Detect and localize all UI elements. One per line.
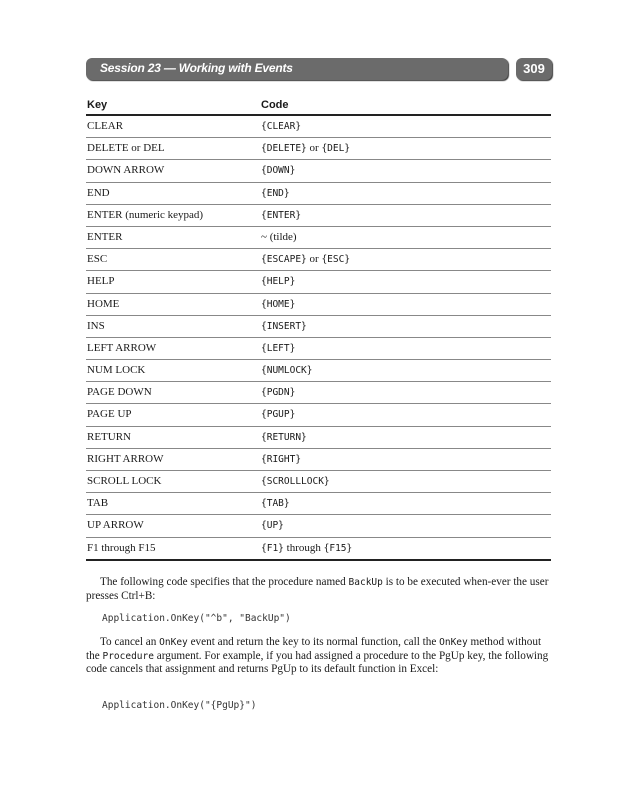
code-part: {ENTER}	[261, 209, 302, 221]
table-row	[86, 227, 551, 249]
table-row	[86, 271, 551, 293]
table-row	[86, 493, 551, 515]
key-cell: TAB	[87, 497, 109, 510]
table-row	[86, 138, 551, 160]
table-row	[86, 471, 551, 493]
code-cell	[261, 360, 551, 381]
code-cell	[261, 271, 551, 292]
code-part: {ESCAPE}	[261, 254, 307, 266]
running-header-title: Session 23 — Working with Events	[100, 61, 293, 75]
table-row	[86, 316, 551, 338]
column-header-key: Key	[87, 99, 108, 111]
code-part: {DEL}	[321, 143, 351, 155]
code-part: {HOME}	[261, 298, 296, 310]
text-run: argument. For example, if you had assigned a procedure to the PgUp key, the following code cancels that assignment and returns PgUp to its default function in Excel:	[86, 649, 549, 675]
code-cell	[261, 404, 551, 425]
code-part: {UP}	[261, 520, 284, 532]
inline-code: OnKey	[439, 637, 468, 648]
code-part: {F1}	[261, 542, 284, 554]
code-part: {ESC}	[321, 254, 351, 266]
key-cell: RETURN	[87, 430, 131, 443]
code-cell	[261, 493, 551, 514]
code-part: {PGUP}	[261, 409, 296, 421]
code-part: or	[306, 253, 322, 266]
table-header-row	[86, 96, 551, 116]
text-run: The following code specifies that the procedure named	[100, 576, 349, 588]
code-cell	[261, 138, 551, 159]
key-cell: PAGE DOWN	[87, 386, 152, 399]
key-cell: END	[87, 186, 110, 199]
table-row	[86, 338, 551, 360]
code-cell	[261, 338, 551, 359]
code-part: {DELETE}	[261, 143, 307, 155]
table-row	[86, 515, 551, 537]
inline-code: OnKey	[159, 637, 188, 648]
code-cell	[261, 471, 551, 492]
code-part: {CLEAR}	[261, 121, 302, 132]
key-cell: PAGE UP	[87, 408, 132, 421]
code-cell	[261, 515, 551, 536]
code-part: {NUMLOCK}	[261, 365, 313, 377]
code-part: or	[306, 142, 322, 155]
code-part: {TAB}	[261, 498, 290, 510]
code-part: {DOWN}	[261, 165, 296, 177]
code-part: {F15}	[323, 542, 353, 554]
code-part: {LEFT}	[261, 342, 296, 354]
inline-code: Procedure	[102, 650, 154, 662]
table-row	[86, 449, 551, 471]
table-row	[86, 360, 551, 382]
code-part: {HELP}	[261, 276, 296, 288]
code-cell	[261, 227, 551, 248]
text-run: is to be executed when-ever the user presses Ctrl+B:	[86, 576, 549, 602]
key-cell: UP ARROW	[87, 519, 144, 532]
table-row	[86, 249, 551, 271]
code-cell	[261, 449, 551, 470]
code-cell	[261, 116, 551, 137]
key-cell: RIGHT ARROW	[87, 452, 164, 465]
code-part: through	[283, 541, 324, 554]
code-part: {RETURN}	[261, 431, 307, 443]
code-part: {INSERT}	[261, 320, 307, 332]
code-part: ~ (tilde)	[261, 230, 297, 243]
key-cell: DELETE or DEL	[87, 142, 165, 155]
code-cell	[261, 205, 551, 226]
paragraph-cancel-onkey	[86, 636, 552, 677]
code-cell	[261, 427, 551, 448]
key-cell: CLEAR	[87, 120, 124, 132]
text-run: event and return the key to its normal function, call the	[187, 636, 440, 648]
code-example-pgup: Application.OnKey("{PgUp}")	[102, 700, 257, 711]
page-number-badge	[516, 58, 552, 80]
key-cell: SCROLL LOCK	[87, 475, 162, 487]
code-cell	[261, 382, 551, 403]
running-header-bar	[86, 58, 508, 80]
table-body	[86, 116, 551, 561]
code-cell	[261, 316, 551, 337]
key-cell: LEFT ARROW	[87, 341, 157, 354]
table-row	[86, 404, 551, 426]
key-cell: HOME	[87, 297, 120, 310]
code-part: {SCROLLLOCK}	[261, 476, 330, 487]
text-run: method without the	[86, 636, 542, 662]
code-cell	[261, 249, 551, 270]
table-row	[86, 294, 551, 316]
key-cell: ESC	[87, 253, 108, 266]
code-cell	[261, 160, 551, 181]
code-example-backup: Application.OnKey("^b", "BackUp")	[102, 613, 291, 624]
key-code-table	[86, 96, 551, 561]
key-cell: HELP	[87, 275, 115, 288]
inline-code: BackUp	[348, 577, 383, 588]
table-row	[86, 205, 551, 227]
code-part: {RIGHT}	[261, 453, 302, 465]
key-cell: ENTER	[87, 230, 123, 243]
table-row	[86, 116, 551, 138]
code-part: {END}	[261, 187, 290, 199]
key-cell: DOWN ARROW	[87, 164, 165, 177]
text-run: To cancel an	[100, 636, 160, 648]
key-cell: F1 through F15	[87, 541, 156, 554]
code-cell	[261, 294, 551, 315]
table-row	[86, 183, 551, 205]
key-cell: NUM LOCK	[87, 364, 146, 377]
code-cell	[261, 538, 551, 559]
table-row	[86, 538, 551, 561]
table-row	[86, 160, 551, 182]
key-cell: INS	[87, 319, 105, 332]
code-cell	[261, 183, 551, 204]
table-row	[86, 427, 551, 449]
table-row	[86, 382, 551, 404]
code-part: {PGDN}	[261, 387, 296, 399]
paragraph-onkey-intro	[86, 576, 552, 603]
key-cell: ENTER (numeric keypad)	[87, 208, 204, 221]
page-number: 309	[523, 61, 545, 76]
column-header-code: Code	[261, 99, 289, 111]
